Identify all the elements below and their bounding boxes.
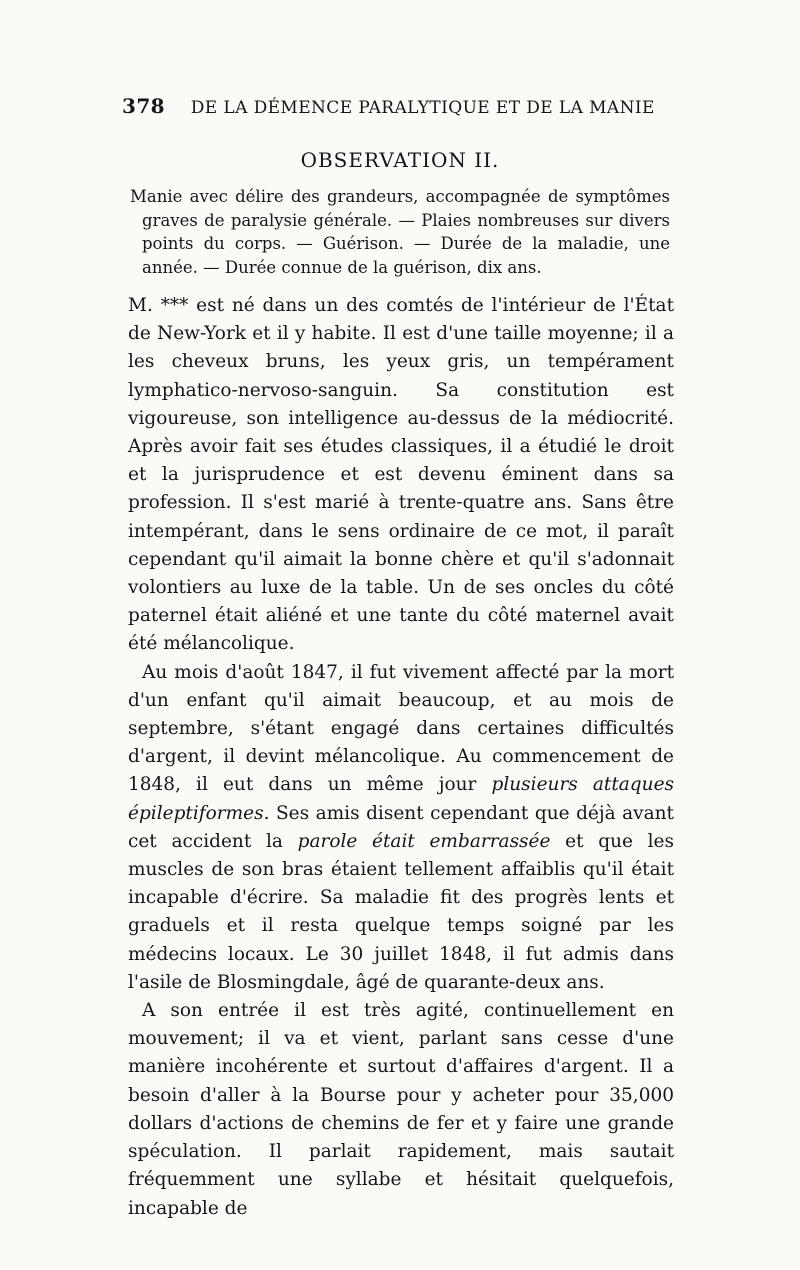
paragraph-2 xyxy=(128,659,674,997)
paragraph-1: M. *** est né dans un des comtés de l'intérieur de l'État de New-York et il y habite. Il est d'une taille moyenne; il a les cheveux bruns, les yeux gris, un tempérament lymphatico-nervoso-sanguin. Sa constitution est vigoureuse, son intelligence au-dessus de la médiocrité. Après avoir fait ses études classiques, il a étudié le droit et la jurisprudence et est devenu éminent dans sa profession. Il s'est marié à trente-quatre ans. Sans être intempérant, dans le sens ordinaire de ce mot, il paraît cependant qu'il aimait la bonne chère et qu'il s'adonnait volontiers au luxe de la table. Un de ses oncles du côté paternel était aliéné et une tante du côté maternel avait été mélancolique. xyxy=(128,295,674,655)
paragraph-3: A son entrée il est très agité, continuellement en mouvement; il va et vient, parlant sans cesse d'une manière incohérente et surtout d'affaires d'argent. Il a besoin d'aller à la Bourse pour y acheter pour 35,000 dollars d'actions de chemins de fer et y faire une grande spéculation. Il parlait rapidement, mais sautait fréquemment une syllabe et hésitait quelquefois, incapable de xyxy=(128,1000,674,1219)
case-summary-text: Manie avec délire des grandeurs, accompagnée de symptômes graves de paralysie générale. — Plaies nombreuses sur divers points du corps. — Guérison. — Durée de la maladie, une année. — Durée connue de la guérison, dix ans. xyxy=(130,187,670,277)
paragraph-2-part-a: Au mois d'août 1847, il fut vivement affecté par la mort d'un enfant qu'il aimait beaucoup, et au mois de septembre, s'étant engagé dans certaines difficultés d'argent, il devint mélancolique. Au commencement de 1848, il eut dans un même jour xyxy=(128,661,674,796)
italic-phrase-parole: parole était embarrassée xyxy=(297,830,551,852)
running-header xyxy=(122,94,682,118)
paragraph-2-part-c: et que les muscles de son bras étaient tellement affaiblis qu'il était incapable d'écrire. Sa maladie fit des progrès lents et graduels et il resta quelque temps soigné par les médecins locaux. Le 30 juillet 1848, il fut admis dans l'asile de Blosmingdale, âgé de quarante-deux ans. xyxy=(128,830,674,993)
paragraph-2-part-b: . Ses amis disent cependant que déjà avant cet accident la xyxy=(128,802,674,852)
running-title: DE LA DÉMENCE PARALYTIQUE ET DE LA MANIE xyxy=(190,98,655,118)
case-summary xyxy=(130,185,670,279)
italic-phrase-attaques: plusieurs attaques épileptiformes xyxy=(128,774,675,824)
page-number: 378 xyxy=(122,94,165,118)
body-text xyxy=(128,292,674,1223)
observation-title: OBSERVATION II. xyxy=(300,148,500,172)
